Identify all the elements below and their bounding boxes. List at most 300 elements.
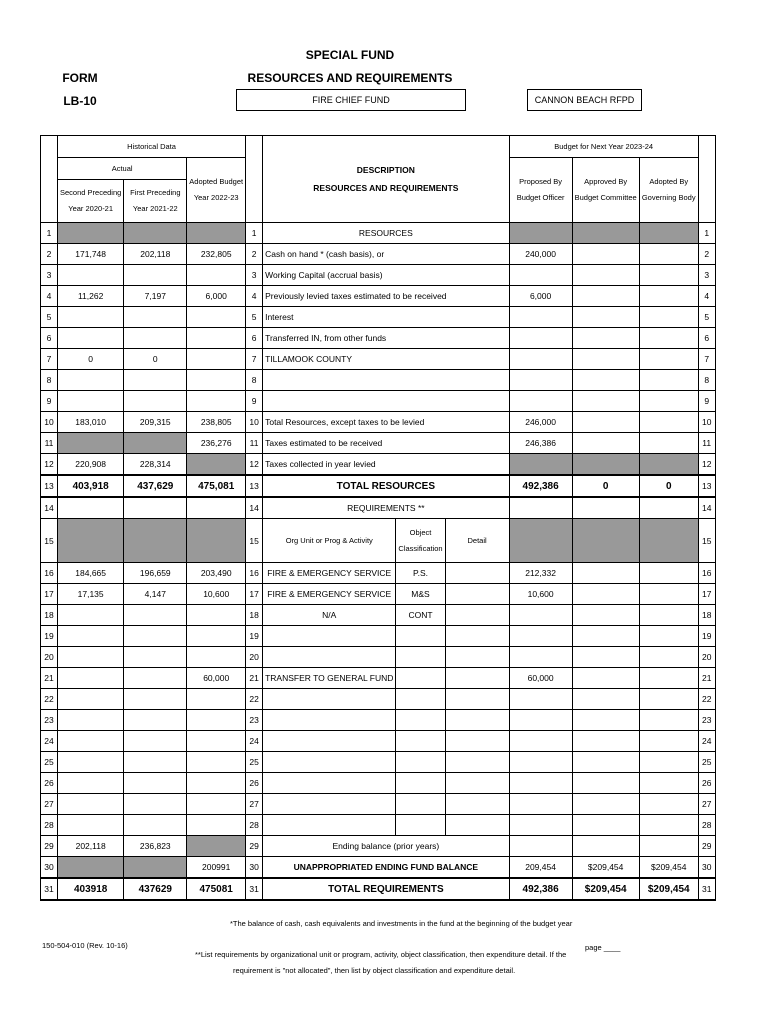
description-cell: Cash on hand * (cash basis), or	[263, 244, 510, 265]
table-row	[41, 328, 716, 349]
line-number-right: 18	[698, 605, 715, 626]
second-preceding-value	[58, 519, 124, 563]
res-req-header: RESOURCES AND REQUIREMENTS	[313, 183, 459, 193]
description-cell: Interest	[263, 307, 510, 328]
first-preceding-value: 196,659	[124, 563, 187, 584]
org-unit-cell: FIRE & EMERGENCY SERVICE	[263, 563, 396, 584]
classification-header: Classification	[398, 543, 443, 553]
proposed-value	[509, 710, 572, 731]
line-number-mid: 2	[246, 244, 263, 265]
line-number-right: 17	[698, 584, 715, 605]
line-number-right: 22	[698, 689, 715, 710]
first-preceding-header: First Preceding	[130, 188, 181, 197]
approved-value	[572, 794, 639, 815]
proposed-value	[509, 752, 572, 773]
adopted-budget-value	[187, 349, 246, 370]
fund-name-field: FIRE CHIEF FUND	[236, 89, 466, 111]
table-row	[41, 605, 716, 626]
line-number-mid: 25	[246, 752, 263, 773]
first-preceding-value	[124, 668, 187, 689]
line-number-mid: 19	[246, 626, 263, 647]
detail-cell	[445, 773, 509, 794]
line-number-left: 18	[41, 605, 58, 626]
table-row	[41, 815, 716, 836]
detail-cell	[445, 668, 509, 689]
adopted-budget-value: 475,081	[187, 475, 246, 497]
line-number-mid: 10	[246, 412, 263, 433]
second-preceding-value	[58, 794, 124, 815]
line-number-left: 17	[41, 584, 58, 605]
approved-value	[572, 710, 639, 731]
adopted-budget-value	[187, 370, 246, 391]
line-number-left: 1	[41, 223, 58, 244]
proposed-value	[509, 454, 572, 476]
adopted-budget-value	[187, 752, 246, 773]
second-preceding-value	[58, 752, 124, 773]
description-cell: TILLAMOOK COUNTY	[263, 349, 510, 370]
footnote-requirements-1: **List requirements by organizational unit or program, activity, object classification, then expenditure detail. If the	[195, 950, 567, 959]
first-preceding-value	[124, 519, 187, 563]
first-preceding-value: 0	[124, 349, 187, 370]
detail-cell	[445, 605, 509, 626]
line-number-left: 24	[41, 731, 58, 752]
line-number-mid: 29	[246, 836, 263, 857]
first-preceding-value: 4,147	[124, 584, 187, 605]
line-number-mid: 11	[246, 433, 263, 454]
detail-header: Detail	[445, 519, 509, 563]
adopted-value	[639, 307, 698, 328]
adopted-value	[639, 563, 698, 584]
adopted-budget-value	[187, 497, 246, 519]
proposed-value	[509, 794, 572, 815]
line-number-right: 28	[698, 815, 715, 836]
line-number-left: 21	[41, 668, 58, 689]
line-number-right: 30	[698, 857, 715, 879]
proposed-value	[509, 391, 572, 412]
district-name-field: CANNON BEACH RFPD	[527, 89, 642, 111]
adopted-budget-value	[187, 689, 246, 710]
proposed-value	[509, 328, 572, 349]
second-preceding-value	[58, 391, 124, 412]
adopted-value	[639, 647, 698, 668]
approved-sub: Budget Committee	[574, 193, 637, 202]
line-number-left: 11	[41, 433, 58, 454]
approved-header: Approved By	[584, 177, 628, 186]
detail-cell	[445, 794, 509, 815]
detail-cell	[445, 626, 509, 647]
approved-value	[572, 328, 639, 349]
approved-value	[572, 668, 639, 689]
line-number-left: 8	[41, 370, 58, 391]
approved-value	[572, 349, 639, 370]
second-preceding-value	[58, 328, 124, 349]
object-class-cell	[396, 710, 445, 731]
line-number-left: 12	[41, 454, 58, 476]
second-preceding-value: 183,010	[58, 412, 124, 433]
table-row	[41, 223, 716, 244]
table-row	[41, 857, 716, 879]
line-number-mid: 4	[246, 286, 263, 307]
second-preceding-value	[58, 370, 124, 391]
adoptedby-sub: Governing Body	[641, 193, 696, 202]
historical-data-header: Historical Data	[58, 136, 246, 158]
object-class-cell: P.S.	[396, 563, 445, 584]
adopted-budget-value: 232,805	[187, 244, 246, 265]
object-class-cell: M&S	[396, 584, 445, 605]
line-number-left: 16	[41, 563, 58, 584]
detail-cell	[445, 710, 509, 731]
line-number-right: 20	[698, 647, 715, 668]
line-number-mid: 26	[246, 773, 263, 794]
line-number-right: 5	[698, 307, 715, 328]
first-preceding-value	[124, 391, 187, 412]
adopted-budget-value: 200991	[187, 857, 246, 879]
second-preceding-value: 171,748	[58, 244, 124, 265]
second-preceding-value: 184,665	[58, 563, 124, 584]
approved-value	[572, 433, 639, 454]
line-number-right: 16	[698, 563, 715, 584]
adopted-budget-value	[187, 731, 246, 752]
approved-value	[572, 307, 639, 328]
proposed-sub: Budget Officer	[516, 193, 565, 202]
first-preceding-value	[124, 223, 187, 244]
line-number-left: 25	[41, 752, 58, 773]
line-number-left: 4	[41, 286, 58, 307]
adopted-value: 0	[639, 475, 698, 497]
first-preceding-value	[124, 307, 187, 328]
adopted-value	[639, 412, 698, 433]
line-number-mid: 30	[246, 857, 263, 879]
description-cell: Total Resources, except taxes to be levied	[263, 412, 510, 433]
detail-cell	[445, 815, 509, 836]
adopted-budget-value	[187, 773, 246, 794]
second-preceding-header: Second Preceding	[60, 188, 122, 197]
adopted-budget-value	[187, 815, 246, 836]
second-preceding-value: 0	[58, 349, 124, 370]
table-row	[41, 497, 716, 519]
first-preceding-value: 7,197	[124, 286, 187, 307]
line-number-left: 20	[41, 647, 58, 668]
title-resources-requirements: RESOURCES AND REQUIREMENTS	[247, 71, 453, 85]
adopted-budget-value	[187, 223, 246, 244]
description-cell: Previously levied taxes estimated to be received	[263, 286, 510, 307]
line-number-mid: 9	[246, 391, 263, 412]
first-preceding-value: 228,314	[124, 454, 187, 476]
proposed-value: 240,000	[509, 244, 572, 265]
object-class-cell	[396, 794, 445, 815]
adopted-value	[639, 626, 698, 647]
detail-cell	[445, 752, 509, 773]
adopted-value	[639, 836, 698, 857]
approved-value	[572, 731, 639, 752]
footnote-cash: *The balance of cash, cash equivalents and investments in the fund at the beginning of the budget year	[230, 919, 573, 928]
approved-value	[572, 223, 639, 244]
adopted-value	[639, 497, 698, 519]
line-number-mid: 13	[246, 475, 263, 497]
adopted-budget-value	[187, 391, 246, 412]
second-preceding-value	[58, 710, 124, 731]
org-unit-cell	[263, 710, 396, 731]
org-unit-cell	[263, 647, 396, 668]
first-preceding-value	[124, 857, 187, 879]
second-preceding-value: 202,118	[58, 836, 124, 857]
proposed-value: 60,000	[509, 668, 572, 689]
table-row	[41, 519, 716, 563]
object-class-cell	[396, 668, 445, 689]
approved-value	[572, 563, 639, 584]
form-label: FORM	[62, 71, 98, 85]
adopted-value: $209,454	[639, 878, 698, 900]
second-preceding-value	[58, 265, 124, 286]
second-preceding-value: 220,908	[58, 454, 124, 476]
adopted-budget-value: 236,276	[187, 433, 246, 454]
proposed-value	[509, 731, 572, 752]
line-number-right: 7	[698, 349, 715, 370]
line-number-left: 2	[41, 244, 58, 265]
first-preceding-value: 209,315	[124, 412, 187, 433]
proposed-value: 246,386	[509, 433, 572, 454]
first-preceding-value	[124, 265, 187, 286]
line-number-mid: 3	[246, 265, 263, 286]
line-number-left: 7	[41, 349, 58, 370]
org-unit-cell	[263, 731, 396, 752]
table-row	[41, 752, 716, 773]
adopted-budget-value	[187, 328, 246, 349]
adopted-value	[639, 794, 698, 815]
approved-value: $209,454	[572, 878, 639, 900]
object-header: Object	[409, 527, 432, 537]
adopted-budget-value	[187, 307, 246, 328]
org-unit-cell	[263, 626, 396, 647]
approved-value	[572, 605, 639, 626]
table-row	[41, 286, 716, 307]
line-number-left: 14	[41, 497, 58, 519]
proposed-value	[509, 689, 572, 710]
object-class-cell	[396, 626, 445, 647]
object-class-cell	[396, 752, 445, 773]
description-header: DESCRIPTION	[356, 165, 415, 175]
description-cell	[263, 370, 510, 391]
line-number-mid: 20	[246, 647, 263, 668]
first-preceding-value: 437629	[124, 878, 187, 900]
first-preceding-value	[124, 647, 187, 668]
adopted-budget-value	[187, 647, 246, 668]
table-row	[41, 307, 716, 328]
table-row	[41, 265, 716, 286]
proposed-value: 6,000	[509, 286, 572, 307]
second-preceding-value	[58, 773, 124, 794]
approved-value	[572, 752, 639, 773]
proposed-value: 492,386	[509, 475, 572, 497]
org-unit-cell	[263, 689, 396, 710]
object-class-cell	[396, 647, 445, 668]
adopted-value	[639, 328, 698, 349]
approved-value: $209,454	[572, 857, 639, 879]
line-number-right: 14	[698, 497, 715, 519]
adopted-budget-value: 238,805	[187, 412, 246, 433]
adopted-budget-value: 60,000	[187, 668, 246, 689]
line-number-mid: 5	[246, 307, 263, 328]
proposed-value	[509, 626, 572, 647]
adopted-value	[639, 731, 698, 752]
line-number-right: 2	[698, 244, 715, 265]
first-preceding-value: 202,118	[124, 244, 187, 265]
first-preceding-value	[124, 370, 187, 391]
org-unit-cell: FIRE & EMERGENCY SERVICE	[263, 584, 396, 605]
description-cell: UNAPPROPRIATED ENDING FUND BALANCE	[263, 857, 510, 879]
adopted-value	[639, 370, 698, 391]
line-number-mid: 31	[246, 878, 263, 900]
first-preceding-value	[124, 794, 187, 815]
detail-cell	[445, 731, 509, 752]
line-number-right: 21	[698, 668, 715, 689]
first-preceding-value	[124, 328, 187, 349]
proposed-value	[509, 773, 572, 794]
line-number-right: 15	[698, 519, 715, 563]
line-number-left: 19	[41, 626, 58, 647]
adopted-value	[639, 286, 698, 307]
description-cell: Working Capital (accrual basis)	[263, 265, 510, 286]
approved-value	[572, 454, 639, 476]
approved-value: 0	[572, 475, 639, 497]
proposed-value: 212,332	[509, 563, 572, 584]
adopted-value	[639, 605, 698, 626]
table-row	[41, 349, 716, 370]
adopted-budget-value	[187, 605, 246, 626]
approved-value	[572, 836, 639, 857]
budget-next-year-header: Budget for Next Year 2023-24	[509, 136, 698, 158]
first-preceding-value	[124, 752, 187, 773]
proposed-header: Proposed By	[519, 177, 563, 186]
table-row	[41, 668, 716, 689]
line-number-right: 27	[698, 794, 715, 815]
title-special-fund: SPECIAL FUND	[305, 48, 395, 62]
line-number-left: 26	[41, 773, 58, 794]
adopted-value	[639, 433, 698, 454]
adopted-budget-value	[187, 794, 246, 815]
second-preceding-value	[58, 223, 124, 244]
adopted-value	[639, 223, 698, 244]
first-preceding-value	[124, 731, 187, 752]
object-class-cell	[396, 731, 445, 752]
line-number-mid: 1	[246, 223, 263, 244]
line-number-mid: 17	[246, 584, 263, 605]
first-preceding-value	[124, 497, 187, 519]
page-number: page ____	[585, 943, 621, 952]
second-preceding-value	[58, 497, 124, 519]
second-preceding-value	[58, 815, 124, 836]
object-class-header	[396, 519, 445, 563]
line-number-right: 10	[698, 412, 715, 433]
adopted-value	[639, 519, 698, 563]
approved-value	[572, 286, 639, 307]
line-number-left: 30	[41, 857, 58, 879]
detail-cell	[445, 563, 509, 584]
approved-value	[572, 497, 639, 519]
approved-value	[572, 519, 639, 563]
line-number-mid: 18	[246, 605, 263, 626]
description-cell: Ending balance (prior years)	[263, 836, 510, 857]
proposed-value	[509, 519, 572, 563]
line-number-right: 1	[698, 223, 715, 244]
adopted-value	[639, 752, 698, 773]
table-row	[41, 836, 716, 857]
line-number-left: 28	[41, 815, 58, 836]
adopted-budget-header: Adopted Budget	[189, 177, 244, 186]
description-cell: TOTAL RESOURCES	[263, 475, 510, 497]
approved-value	[572, 244, 639, 265]
line-number-mid: 24	[246, 731, 263, 752]
form-number: LB-10	[63, 94, 97, 108]
first-preceding-value	[124, 433, 187, 454]
line-number-right: 26	[698, 773, 715, 794]
first-preceding-value	[124, 605, 187, 626]
form-number-footer: 150-504-010 (Rev. 10-16)	[42, 941, 128, 950]
footnote-requirements-2: requirement is "not allocated", then list by object classification and expenditure detail.	[233, 966, 516, 975]
adopted-value	[639, 265, 698, 286]
description-cell: Taxes collected in year levied	[263, 454, 510, 476]
org-unit-cell: N/A	[263, 605, 396, 626]
line-number-left: 31	[41, 878, 58, 900]
second-preceding-value	[58, 857, 124, 879]
detail-cell	[445, 689, 509, 710]
adopted-value	[639, 584, 698, 605]
object-class-cell	[396, 773, 445, 794]
approved-value	[572, 584, 639, 605]
approved-value	[572, 815, 639, 836]
table-row	[41, 391, 716, 412]
description-cell: TOTAL REQUIREMENTS	[263, 878, 510, 900]
approved-value	[572, 370, 639, 391]
proposed-value	[509, 836, 572, 857]
line-number-mid: 6	[246, 328, 263, 349]
org-unit-cell: TRANSFER TO GENERAL FUND	[263, 668, 396, 689]
table-row	[41, 731, 716, 752]
second-preceding-value	[58, 433, 124, 454]
adopted-budget-value: 203,490	[187, 563, 246, 584]
line-number-right: 3	[698, 265, 715, 286]
first-preceding-value	[124, 626, 187, 647]
approved-value	[572, 265, 639, 286]
first-year: Year 2021-22	[132, 204, 178, 213]
second-preceding-value: 403918	[58, 878, 124, 900]
line-number-mid: 22	[246, 689, 263, 710]
table-row	[41, 794, 716, 815]
table-row	[41, 370, 716, 391]
adopted-budget-value	[187, 454, 246, 476]
line-number-mid: 15	[246, 519, 263, 563]
proposed-value: 246,000	[509, 412, 572, 433]
table-row	[41, 626, 716, 647]
table-row	[41, 433, 716, 454]
second-year: Year 2020-21	[68, 204, 114, 213]
line-number-right: 8	[698, 370, 715, 391]
line-number-left: 5	[41, 307, 58, 328]
object-class-cell	[396, 689, 445, 710]
proposed-value	[509, 223, 572, 244]
line-number-left: 27	[41, 794, 58, 815]
table-row	[41, 412, 716, 433]
adopted-value	[639, 710, 698, 731]
adopted-value	[639, 815, 698, 836]
approved-value	[572, 773, 639, 794]
line-number-left: 6	[41, 328, 58, 349]
first-preceding-value	[124, 773, 187, 794]
table-row	[41, 563, 716, 584]
line-number-right: 12	[698, 454, 715, 476]
adopted-value	[639, 454, 698, 476]
adopted-budget-value	[187, 710, 246, 731]
